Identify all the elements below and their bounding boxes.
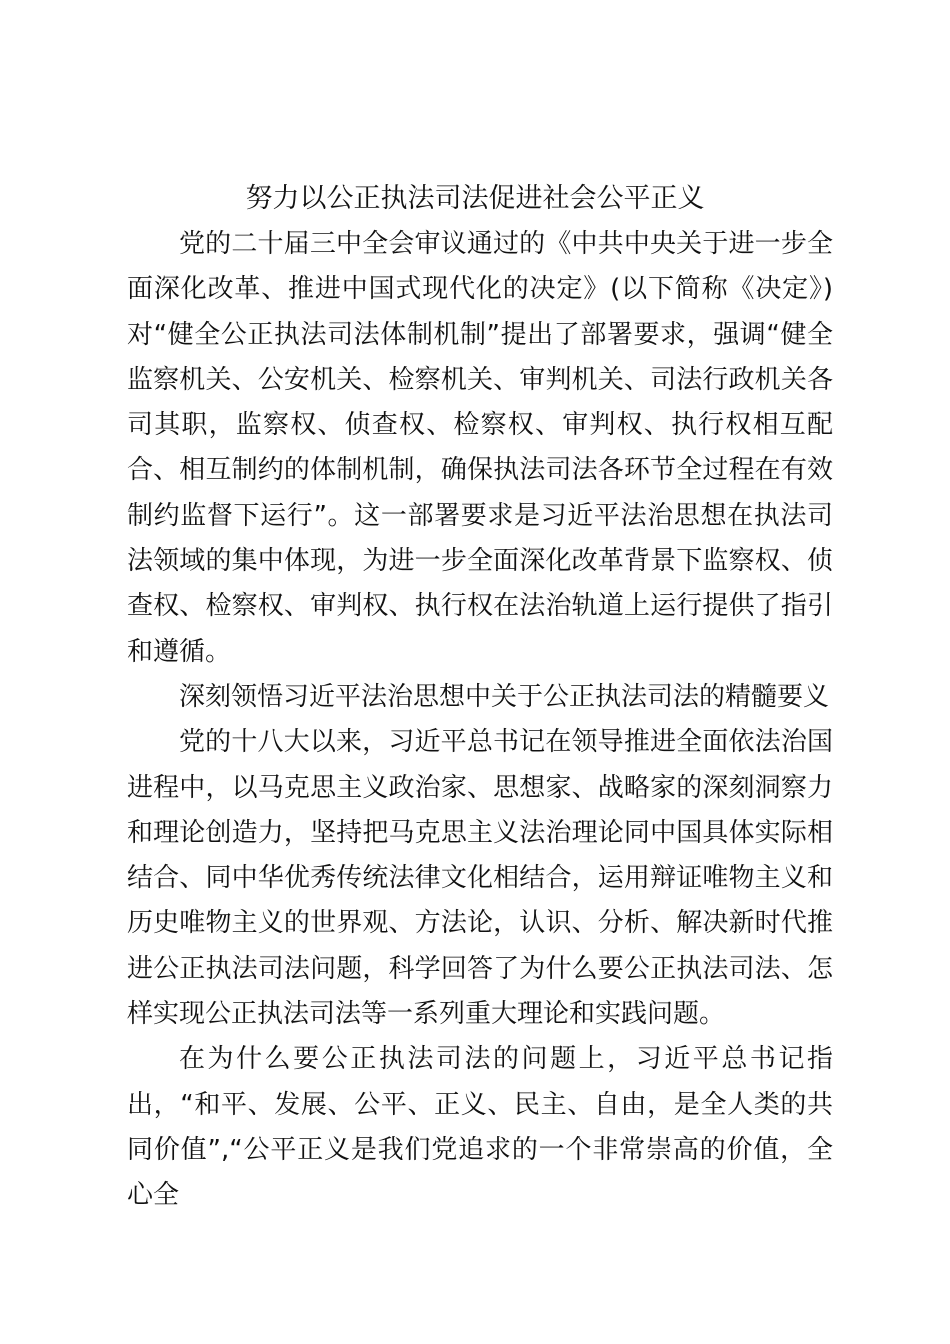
document-title: 努力以公正执法司法促进社会公平正义 <box>245 183 705 214</box>
section-heading: 深刻领悟习近平法治思想中关于公正执法司法的精髓要义 <box>179 681 830 712</box>
intro-paragraph: 党的二十届三中全会审议通过的《中共中央关于进一步全面深化改革、推进中国式现代化的决定》(以下简称《决定》)对“健全公正执法司法体制机制”提出了部署要求，强调“健全监察机关、公安机关、检察机关、审判机关、司法行政机关各司其职，监察权、侦查权、检察权、审判权、执行权相互配合、相互制约的体制机制，确保执法司法各环节全过程在有效制约监督下运行”。这一部署要求是习近平法治思想在执法司法领域的集中体现，为进一步全面深化改革背景下监察权、侦查权、检察权、审判权、执行权在法治轨道上运行提供了指引和遵循。 <box>127 229 833 667</box>
section-paragraph-1: 党的十八大以来，习近平总书记在领导推进全面依法治国进程中，以马克思主义政治家、思想家、战略家的深刻洞察力和理论创造力，坚持把马克思主义法治理论同中国具体实际相结合、同中华优秀传统法律文化相结合，运用辩证唯物主义和历史唯物主义的世界观、方法论，认识、分析、解决新时代推进公正执法司法问题，科学回答了为什么要公正执法司法、怎样实现公正执法司法等一系列重大理论和实践问题。 <box>127 727 833 1030</box>
section-paragraph-2: 在为什么要公正执法司法的问题上，习近平总书记指出，“和平、发展、公平、正义、民主、自由，是全人类的共同价值”,“公平正义是我们党追求的一个非常崇高的价值，全心全 <box>127 1044 833 1211</box>
document-body <box>127 222 833 1219</box>
